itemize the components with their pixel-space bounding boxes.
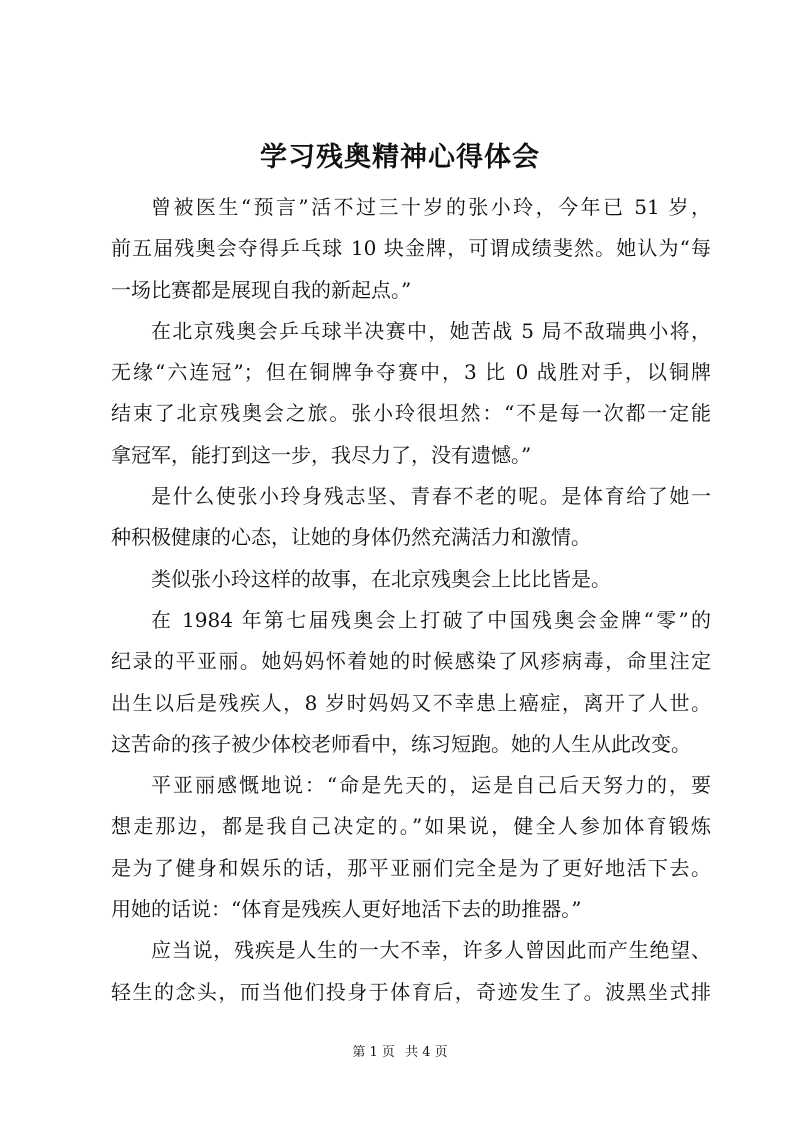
page-number: 第 1 页 bbox=[352, 1045, 395, 1060]
paragraph-line: 一场比赛都是展现自我的新起点。” bbox=[111, 277, 412, 302]
paragraph-line: 类似张小玲这样的故事，在北京残奥会上比比皆是。 bbox=[151, 566, 611, 591]
paragraph-line: 曾被医生“预言”活不过三十岁的张小玲，今年已 51 岁， bbox=[151, 195, 711, 219]
paragraph-line: 出生以后是残疾人，8 岁时妈妈又不幸患上癌症，离开了人世。 bbox=[111, 690, 711, 715]
paragraph-line: 轻生的念头，而当他们投身于体育后，奇迹发生了。波黑坐式排 bbox=[111, 979, 711, 1004]
paragraph-line: 无缘“六连冠”；但在铜牌争夺赛中，3 比 0 战胜对手，以铜牌 bbox=[111, 360, 711, 385]
paragraph-line: 在 1984 年第七届残奥会上打破了中国残奥会金牌“零”的 bbox=[151, 607, 711, 632]
paragraph-line: 在北京残奥会乒乓球半决赛中，她苦战 5 局不敌瑞典小将， bbox=[151, 318, 711, 343]
paragraph-line: 结束了北京残奥会之旅。张小玲很坦然：“不是每一次都一定能 bbox=[111, 401, 711, 426]
paragraph-line: 应当说，残疾是人生的一大不幸，许多人曾因此而产生绝望、 bbox=[151, 938, 711, 963]
paragraph-line: 用她的话说：“体育是残疾人更好地活下去的助推器。” bbox=[111, 897, 582, 922]
paragraph-line: 纪录的平亚丽。她妈妈怀着她的时候感染了风疹病毒，命里注定 bbox=[111, 649, 711, 674]
document-title: 学习残奥精神心得体会 bbox=[260, 142, 540, 173]
paragraph-line: 想走那边，都是我自己决定的。”如果说，健全人参加体育锻炼 bbox=[111, 814, 711, 839]
paragraph-line: 这苦命的孩子被少体校老师看中，练习短跑。她的人生从此改变。 bbox=[111, 731, 691, 756]
paragraph-line: 是什么使张小玲身残志坚、青春不老的呢。是体育给了她一 bbox=[151, 484, 711, 509]
paragraph-line: 是为了健身和娱乐的话，那平亚丽们完全是为了更好地活下去。 bbox=[111, 855, 711, 880]
document-body bbox=[111, 187, 711, 1013]
page-total: 共 4 页 bbox=[405, 1045, 448, 1060]
paragraph-line: 种积极健康的心态，让她的身体仍然充满活力和激情。 bbox=[111, 525, 591, 550]
page-footer bbox=[0, 1043, 800, 1063]
paragraph-line: 平亚丽感慨地说：“命是先天的，运是自己后天努力的，要 bbox=[151, 773, 711, 798]
paragraph-line: 前五届残奥会夺得乒乓球 10 块金牌，可谓成绩斐然。她认为“每 bbox=[111, 236, 711, 261]
paragraph-line: 拿冠军，能打到这一步，我尽力了，没有遗憾。” bbox=[111, 442, 532, 467]
